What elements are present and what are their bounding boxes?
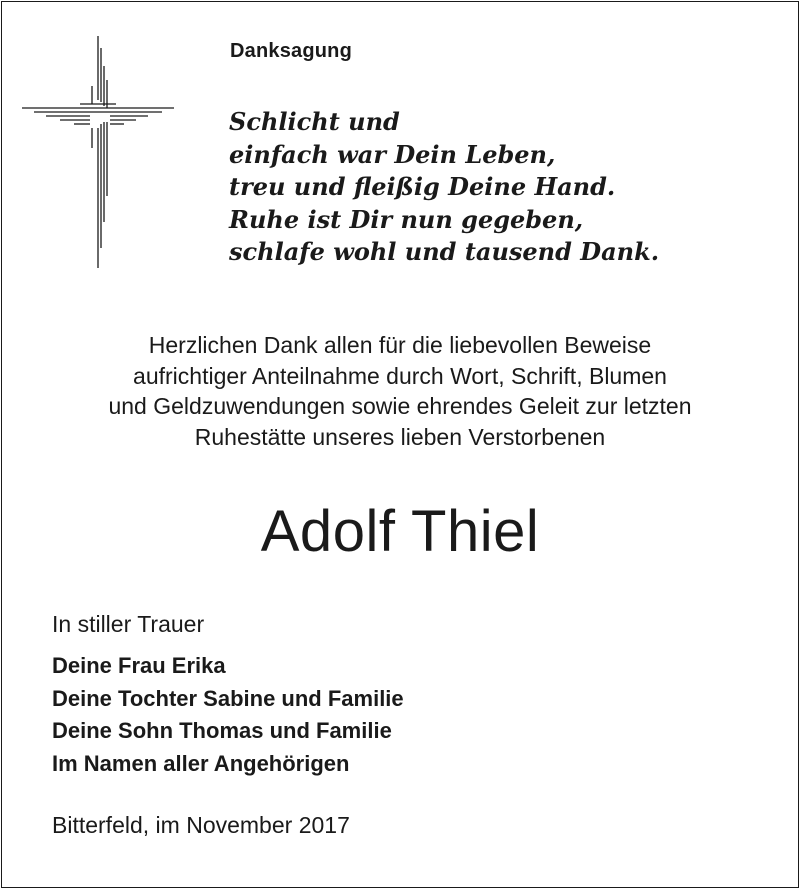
notice-heading: Danksagung (230, 40, 353, 62)
mourner-entry: Deine Frau Erika (52, 653, 226, 678)
poem-line: treu und fleißig Deine Hand. (229, 172, 616, 201)
mourning-intro: In stiller Trauer (52, 611, 205, 637)
mourner-entry: Deine Sohn Thomas und Familie (52, 718, 392, 743)
mourners-list (52, 650, 404, 780)
poem-line: Schlicht und (229, 107, 400, 136)
thanks-line: Ruhestätte unseres lieben Verstorbenen (194, 423, 606, 450)
thanks-line: aufrichtiger Anteilnahme durch Wort, Schrift, Blumen (133, 362, 667, 389)
mourner-entry: Im Namen aller Angehörigen (52, 750, 350, 776)
poem-line: Ruhe ist Dir nun gegeben, (229, 204, 584, 234)
memorial-poem (229, 106, 659, 269)
deceased-name: Adolf Thiel (260, 499, 540, 564)
mourner-entry: Deine Tochter Sabine und Familie (52, 685, 404, 711)
place-date: Bitterfeld, im November 2017 (52, 812, 350, 838)
thanks-paragraph (0, 330, 800, 452)
cross-icon (20, 36, 180, 272)
thanks-line: und Geldzuwendungen sowie ehrendes Geleit zur letzten (108, 393, 692, 419)
poem-line: einfach war Dein Leben, (229, 139, 556, 169)
thanks-line: Herzlichen Dank allen für die liebevollen Beweise (148, 332, 652, 358)
poem-line: schlafe wohl und tausend Dank. (229, 237, 660, 266)
